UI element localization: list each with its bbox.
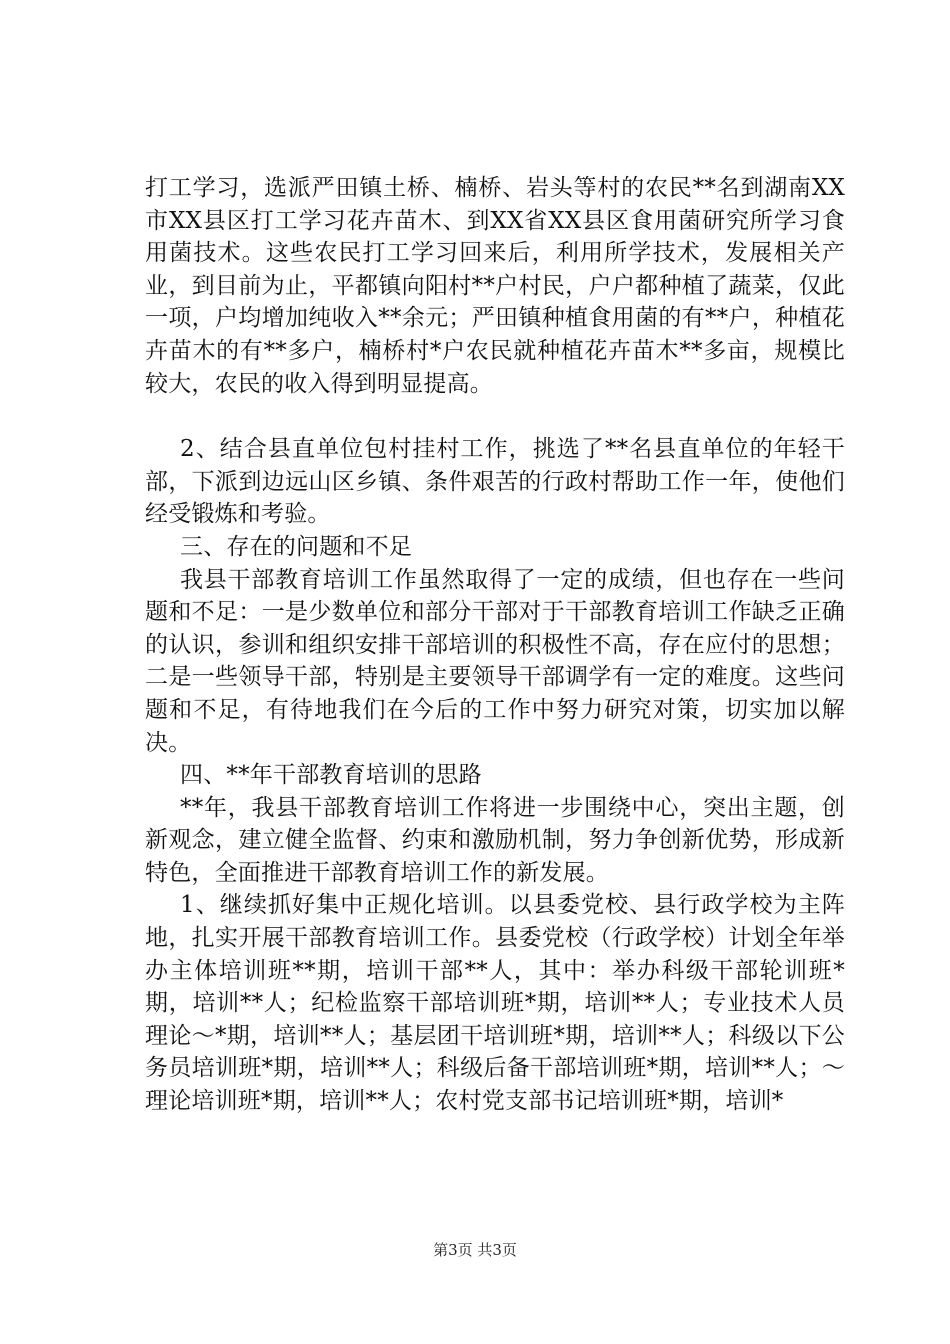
document-body bbox=[145, 172, 845, 1118]
paragraph-farmer-training: 打工学习，选派严田镇土桥、楠桥、岩头等村的农民**名到湖南XX市XX县区打工学习花卉苗木、到XX省XX县区食用菌研究所学习食用菌技术。这些农民打工学习回来后，利用所学技术，发展相关产业，到目前为止，平都镇向阳村**户村民，户户都种植了蔬菜，仅此一项，户均增加纯收入**余元；严田镇种植食用菌的有**户，种植花卉苗木的有**多户，楠桥村*户农民就种植花卉苗木**多亩，规模比较大，农民的收入得到明显提高。 bbox=[145, 175, 845, 397]
paragraph-young-cadres: 2、结合县直单位包村挂村工作，挑选了**名县直单位的年轻干部，下派到边远山区乡镇、条件艰苦的行政村帮助工作一年，使他们经受锻炼和考验。 bbox=[145, 436, 845, 528]
heading-plan: 四、**年干部教育培训的思路 bbox=[180, 762, 482, 789]
paragraph-centralized-training: 1、继续抓好集中正规化培训。以县委党校、县行政学校为主阵地，扎实开展干部教育培训工作。县委党校（行政学校）计划全年举办主体培训班**期，培训干部**人，其中：举办科级干部轮训班*期，培训**人；纪检监察干部培训班*期，培训**人；专业技术人员理论～*期，培训**人；基层团干培训班*期，培训**人；科级以下公务员培训班*期，培训**人；科级后备干部培训班*期，培训**人；～理论培训班*期，培训**人；农村党支部书记培训班*期，培训* bbox=[145, 892, 845, 1115]
paragraph-plan-overview: **年，我县干部教育培训工作将进一步围绕中心，突出主题，创新观念，建立健全监督、约束和激励机制，努力争创新优势，形成新特色，全面推进干部教育培训工作的新发展。 bbox=[145, 794, 845, 886]
heading-problems: 三、存在的问题和不足 bbox=[180, 533, 412, 560]
page-footer: 第3页 共3页 bbox=[433, 1241, 517, 1259]
paragraph-problems: 我县干部教育培训工作虽然取得了一定的成绩，但也存在一些问题和不足：一是少数单位和部分干部对于干部教育培训工作缺乏正确的认识，参训和组织安排干部培训的积极性不高，存在应付的思想；二是一些领导干部，特别是主要领导干部调学有一定的难度。这些问题和不足，有待地我们在今后的工作中努力研究对策，切实加以解决。 bbox=[145, 566, 845, 756]
